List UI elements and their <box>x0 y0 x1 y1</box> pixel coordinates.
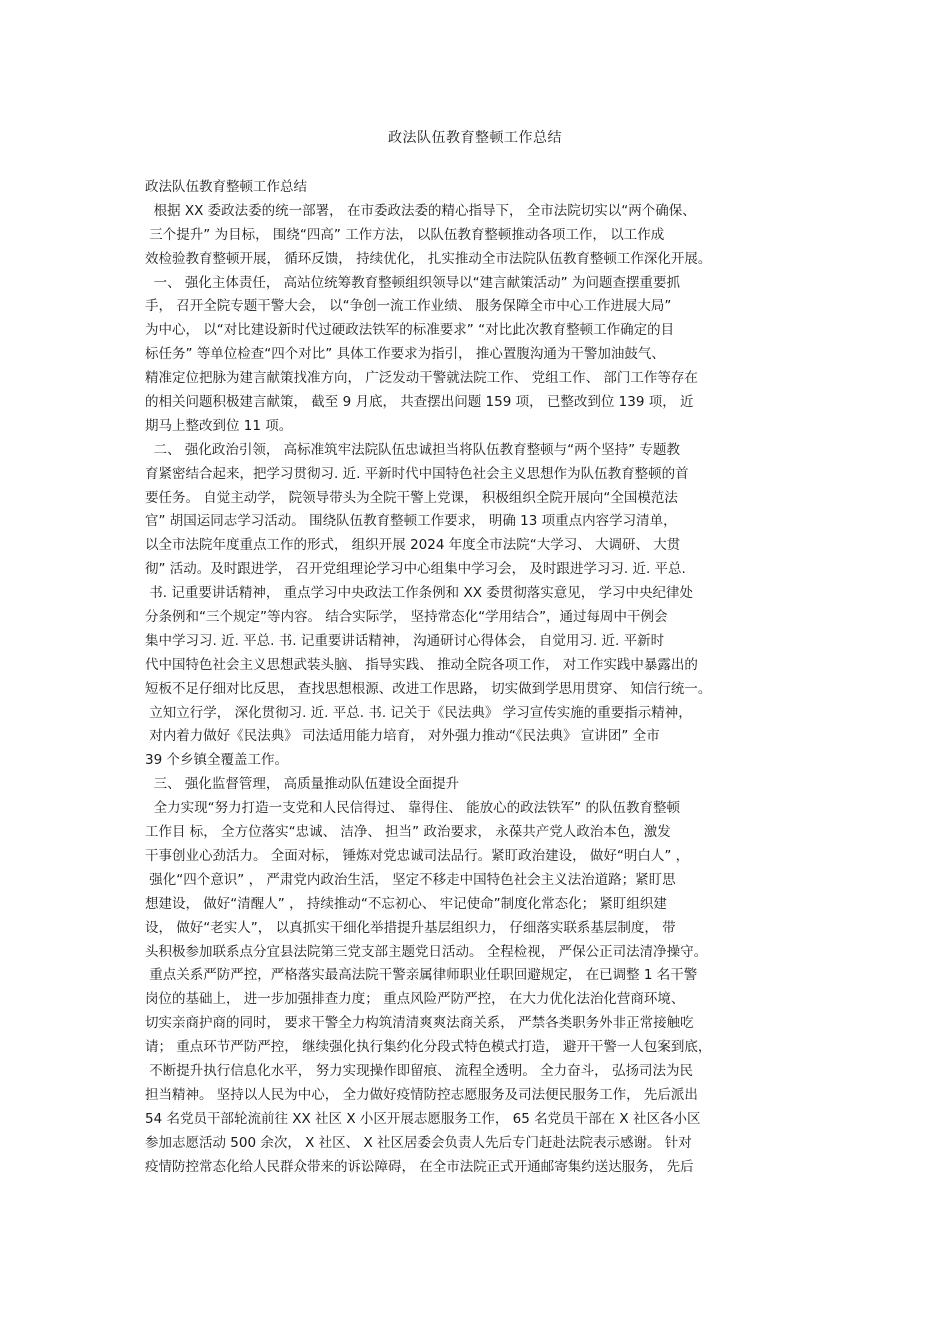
body-text-line: 的相关问题积极建言献策， 截至 9 月底， 共查摆出问题 159 项， 已整改到位 139 项， 近 <box>145 394 694 411</box>
body-text-line: 强化“四个意识” ， 严肃党内政治生活， 坚定不移走中国特色社会主义法治道路；紧盯思 <box>145 871 676 888</box>
body-text-line: 全力实现“努力打造一支党和人民信得过、 靠得住、 能放心的政法铁军” 的队伍教育整顿 <box>145 800 680 817</box>
body-text-line: 岗位的基础上， 进一步加强排查力度； 重点风险严防严控， 在大力优化法治化营商环境、 <box>145 991 685 1008</box>
body-text-line: 设， 做好“老实人”， 以真抓实干细化举措提升基层组织力， 仔细落实联系基层制度， 带 <box>145 919 676 936</box>
document-subtitle: 政法队伍教育整顿工作总结 <box>145 179 307 195</box>
body-text-line: 重点关系严防严控，严格落实最高法院干警亲属律师职业任职回避规定， 在已调整 1 名干警 <box>145 967 698 984</box>
document-body <box>145 176 825 1179</box>
body-text-line: 分条例和“三个规定”等内容。 结合实际学， 坚持常态化“学用结合”，通过每周中干例会 <box>145 609 668 626</box>
body-text-line: 对内着力做好《民法典》 司法适用能力培育， 对外强力推动“《民法典》 宣讲团” 全市 <box>145 728 660 745</box>
body-text-line: 三个提升” 为目标， 围绕“四高” 工作方法， 以队伍教育整顿推动各项工作， 以工作成 <box>145 226 665 243</box>
body-text-line: 立知立行学， 深化贯彻习. 近. 平总. 书. 记关于《民法典》 学习宣传实施的重要指示精神， <box>145 704 692 721</box>
body-text-line: 为中心， 以“对比建设新时代过硬政法铁军的标准要求” “对比此次教育整顿工作确定的目 <box>145 322 675 339</box>
body-text-line: 干事创业心劲活力。 全面对标， 锤炼对党忠诚司法品行。紧盯政治建设， 做好“明白人” ， <box>145 847 690 864</box>
body-text-line: 精准定位把脉为建言献策找准方向， 广泛发动干警就法院工作、 党组工作、 部门工作等存在 <box>145 370 698 387</box>
body-text-line: 54 名党员干部轮流前往 XX 社区 X 小区开展志愿服务工作， 65 名党员干部在 X 社区各小区 <box>145 1110 701 1127</box>
body-text-line: 效检验教育整顿开展， 循环反馈， 持续优化， 扎实推动全市法院队伍教育整顿工作深化开展。 <box>145 250 712 267</box>
body-text-line: 担当精神。 坚持以人民为中心， 全力做好疫情防控志愿服务及司法便民服务工作， 先后派出 <box>145 1086 698 1103</box>
body-text-line: 代中国特色社会主义思想武装头脑、 指导实践、 推动全院各项工作， 对工作实践中暴露出的 <box>145 656 698 673</box>
body-text-line: 期马上整改到位 11 项。 <box>145 417 293 434</box>
body-text-line: 三、 强化监督管理， 高质量推动队伍建设全面提升 <box>145 776 460 793</box>
body-text-line: 不断提升执行信息化水平， 努力实现操作即留痕、 流程全透明。 全力奋斗， 弘扬司法为民 <box>145 1062 693 1079</box>
body-text-line: 请； 重点环节严防严控， 继续强化执行集约化分段式特色模式打造， 避开干警一人包案到底， <box>145 1039 712 1056</box>
body-text-line: 官” 胡国运同志学习活动。 围绕队伍教育整顿工作要求， 明确 13 项重点内容学习清单， <box>145 513 677 530</box>
body-text-line: 疫情防控常态化给人民群众带来的诉讼障碍， 在全市法院正式开通邮寄集约送达服务， 先后 <box>145 1158 694 1175</box>
body-text-line: 参加志愿活动 500 余次， X 社区、 X 社区居委会负责人先后专门赶赴法院表示感谢。 针对 <box>145 1134 692 1151</box>
body-text-line: 书. 记重要讲话精神， 重点学习中央政法工作条例和 XX 委贯彻落实意见， 学习中央纪律处 <box>145 585 694 602</box>
body-text-line: 一、 强化主体责任， 高站位统筹教育整顿组织领导以“建言献策活动” 为问题查摆重要抓 <box>145 274 680 291</box>
body-text-line: 二、 强化政治引领， 高标准筑牢法院队伍忠诚担当将队伍教育整顿与“两个坚持” 专题教 <box>145 441 680 458</box>
body-text-line: 想建设， 做好“清醒人” ， 持续推动“不忘初心、 牢记使命”制度化常态化； 紧盯组织建 <box>145 895 667 912</box>
body-text-line: 集中学习习. 近. 平总. 书. 记重要讲话精神， 沟通研讨心得体会， 自觉用习. 近. 平新时 <box>145 632 665 649</box>
body-text-line: 头积极参加联系点分宜县法院第三党支部主题党日活动。 全程检视， 严保公正司法清净操守。 <box>145 943 708 960</box>
body-text-line: 标任务” 等单位检查“四个对比” 具体工作要求为指引， 推心置腹沟通为干警加油鼓气、 <box>145 346 665 363</box>
body-text-line: 切实亲商护商的同时， 要求干警全力构筑清清爽爽法商关系， 严禁各类职务外非正常接触吃 <box>145 1015 694 1032</box>
body-text-line: 彻” 活动。及时跟进学， 召开党组理论学习中心组集中学习会， 及时跟进学习习. 近. 平总. <box>145 561 686 578</box>
body-text-line: 要任务。 自觉主动学， 院领导带头为全院干警上党课， 积极组织全院开展向“全国模范法 <box>145 489 678 506</box>
document-title: 政法队伍教育整顿工作总结 <box>388 130 562 146</box>
body-text-line: 39 个乡镇全覆盖工作。 <box>145 752 288 769</box>
body-text-line: 根据 XX 委政法委的统一部署， 在市委政法委的精心指导下， 全市法院切实以“两个确保、 <box>145 202 696 219</box>
body-text-line: 育紧密结合起来，把学习贯彻习. 近. 平新时代中国特色社会主义思想作为队伍教育整顿的首 <box>145 465 689 482</box>
body-text-line: 工作目 标， 全方位落实“忠诚、 洁净、 担当” 政治要求， 永葆共产党人政治本色，激发 <box>145 824 671 841</box>
body-text-line: 手， 召开全院专题干警大会， 以“争创一流工作业绩、 服务保障全市中心工作进展大局” <box>145 298 672 315</box>
body-text-line: 以全市法院年度重点工作的形式， 组织开展 2024 年度全市法院“大学习、 大调研、 大贯 <box>145 537 681 554</box>
body-text-line: 短板不足仔细对比反思， 查找思想根源、改进工作思路， 切实做到学思用贯穿、 知信行统一。 <box>145 680 712 697</box>
